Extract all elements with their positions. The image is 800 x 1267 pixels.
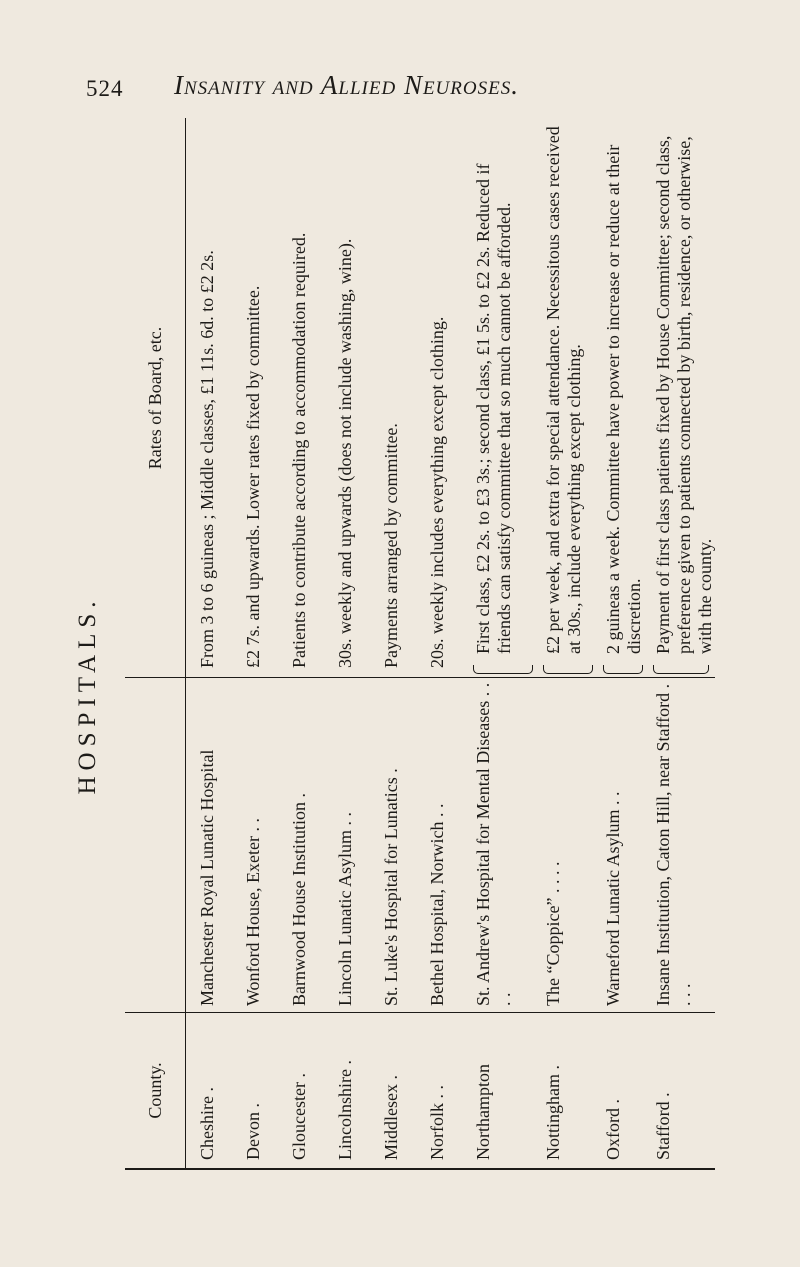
hospitals-table xyxy=(125,120,715,1170)
table-row xyxy=(653,118,713,1168)
header-institution xyxy=(125,678,185,1013)
cell-county: Lincolnshire . xyxy=(335,1060,355,1160)
table-row xyxy=(381,118,421,1168)
cell-county: Norfolk . . xyxy=(427,1085,447,1160)
cell-county: Middlesex . xyxy=(381,1075,401,1160)
cell-institution: Barnwood House Institution . xyxy=(289,793,309,1006)
header-county: County. xyxy=(144,1062,165,1119)
cell-county: Gloucester . xyxy=(289,1073,309,1160)
cell-county: Stafford . xyxy=(653,1092,673,1160)
cell-institution: Wonford House, Exeter . . xyxy=(243,818,263,1006)
table-row xyxy=(243,118,283,1168)
cell-rates: £2 per week, and extra for special attendance. Necessitous cases received at 30s., include everything except clothing. xyxy=(543,126,584,654)
cell-county: Devon . xyxy=(243,1103,263,1160)
cell-rates: 20s. weekly includes everything except clothing. xyxy=(427,316,447,668)
cell-institution: Manchester Royal Lunatic Hospital xyxy=(197,749,217,1006)
side-title: HOSPITALS. xyxy=(74,595,101,795)
cell-institution: St. Luke's Hospital for Lunatics . xyxy=(381,768,401,1006)
cell-rates: First class, £2 2s. to £3 3s.; second class, £1 5s. to £2 2s. Reduced if friends can satisfy committee that so much cannot be afforded. xyxy=(473,163,514,654)
cell-rates: 2 guineas a week. Committee have power to increase or reduce at their discretion. xyxy=(603,144,644,654)
cell-county: Cheshire . xyxy=(197,1087,217,1160)
cell-rates: Payment of first class patients fixed by House Committee; second class, preference given to patients connected by birth, residence, or otherwise, with the county. xyxy=(653,135,715,654)
cell-institution: Lincoln Lunatic Asylum . . xyxy=(335,812,355,1006)
cell-county: Oxford . xyxy=(603,1099,623,1160)
cell-rates: 30s. weekly and upwards (does not include washing, wine). xyxy=(335,238,355,668)
table-row xyxy=(289,118,329,1168)
cell-county: Northampton xyxy=(473,1064,493,1160)
table-row xyxy=(473,118,537,1168)
cell-rates: Patients to contribute according to accommodation required. xyxy=(289,232,309,668)
table-row xyxy=(197,118,237,1168)
cell-institution: St. Andrew's Hospital for Mental Diseases . . . . xyxy=(473,682,514,1006)
table-row xyxy=(603,118,647,1168)
table-row xyxy=(427,118,467,1168)
cell-institution: The “Coppice” . . . . xyxy=(543,861,563,1006)
cell-rates: From 3 to 6 guineas ; Middle classes, £1 11s. 6d. to £2 2s. xyxy=(197,250,217,668)
running-head: Insanity and Allied Neuroses. xyxy=(174,70,519,100)
header-rule xyxy=(185,118,186,1168)
page-number: 524 xyxy=(86,76,124,101)
cell-rates: Payments arranged by committee. xyxy=(381,423,401,668)
header-rates: Rates of Board, etc. xyxy=(144,326,165,470)
cell-county: Nottingham . xyxy=(543,1065,563,1160)
table-row xyxy=(335,118,375,1168)
table-row xyxy=(543,118,597,1168)
cell-rates: £2 7s. and upwards. Lower rates fixed by committee. xyxy=(243,285,263,668)
cell-institution: Bethel Hospital, Norwich . . xyxy=(427,803,447,1006)
cell-institution: Warneford Lunatic Asylum . . xyxy=(603,791,623,1006)
cell-institution: Insane Institution, Caton Hill, near Stafford . . . . xyxy=(653,683,694,1006)
